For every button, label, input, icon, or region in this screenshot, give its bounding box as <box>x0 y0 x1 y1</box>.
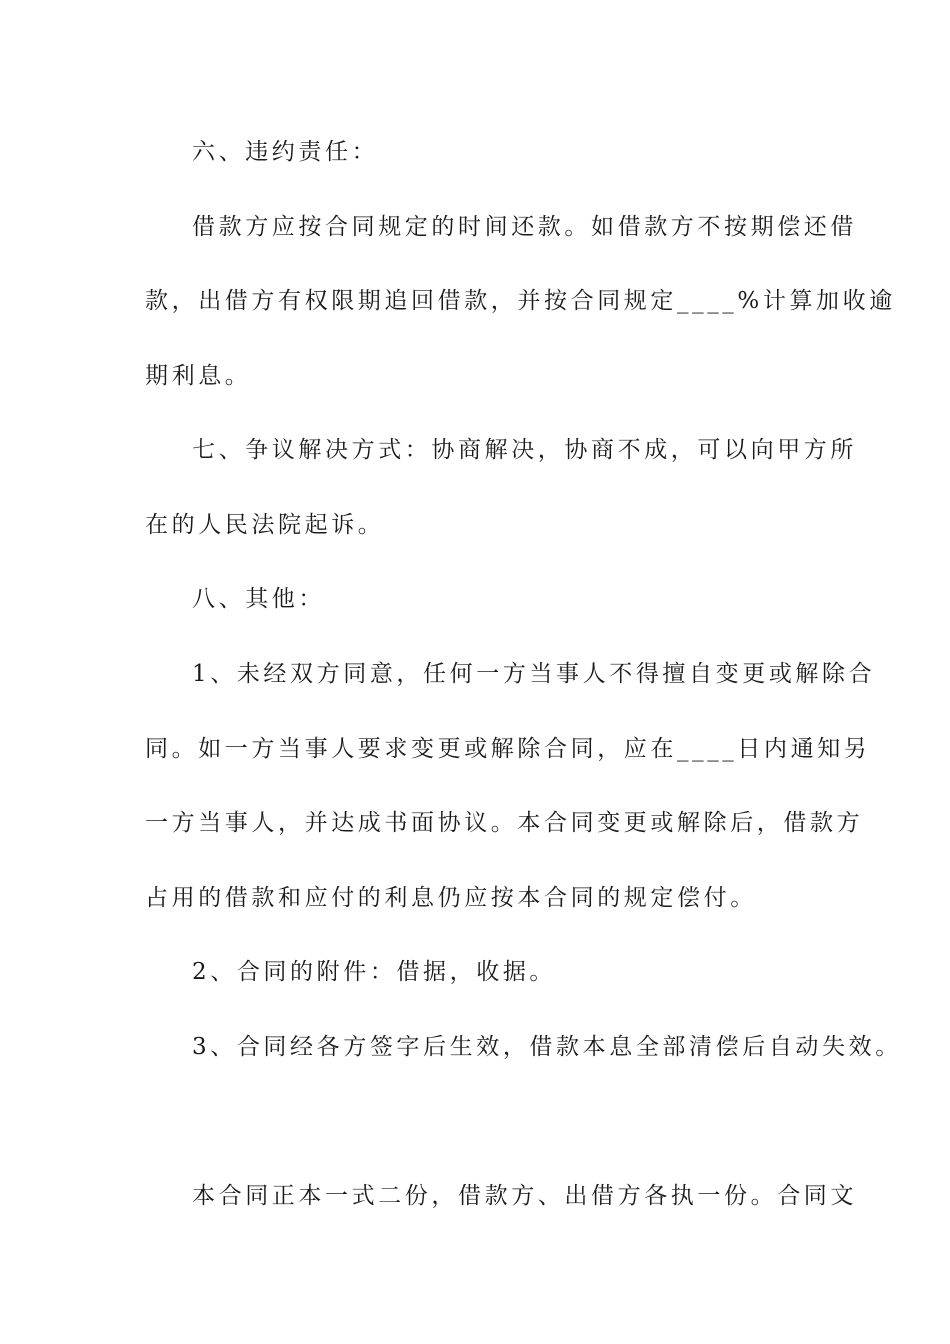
paragraph-line: 借款方应按合同规定的时间还款。如借款方不按期偿还借 <box>192 214 857 240</box>
clause-3-line: 3、合同经各方签字后生效，借款本息全部清偿后自动失效。 <box>192 1034 902 1060</box>
section-heading-breach-liability: 六、违约责任： <box>192 139 379 165</box>
paragraph-line: 款，出借方有权限期追回借款，并按合同规定____%计算加收逾 <box>145 288 896 314</box>
clause-1-line: 一方当事人，并达成书面协议。本合同变更或解除后，借款方 <box>145 810 864 836</box>
section-heading-other: 八、其他： <box>192 586 325 612</box>
section-heading-dispute-resolution: 七、争议解决方式：协商解决，协商不成，可以向甲方所 <box>192 437 857 463</box>
clause-1-line: 1、未经双方同意，任何一方当事人不得擅自变更或解除合 <box>192 661 876 687</box>
closing-paragraph-line: 本合同正本一式二份，借款方、出借方各执一份。合同文 <box>192 1183 857 1209</box>
clause-1-line: 占用的借款和应付的利息仍应按本合同的规定偿付。 <box>145 885 757 911</box>
paragraph-line: 在的人民法院起诉。 <box>145 512 385 538</box>
paragraph-line: 期利息。 <box>145 363 252 389</box>
clause-2-line: 2、合同的附件：借据，收据。 <box>192 959 557 985</box>
clause-1-line: 同。如一方当事人要求变更或解除合同，应在____日内通知另 <box>145 736 871 762</box>
